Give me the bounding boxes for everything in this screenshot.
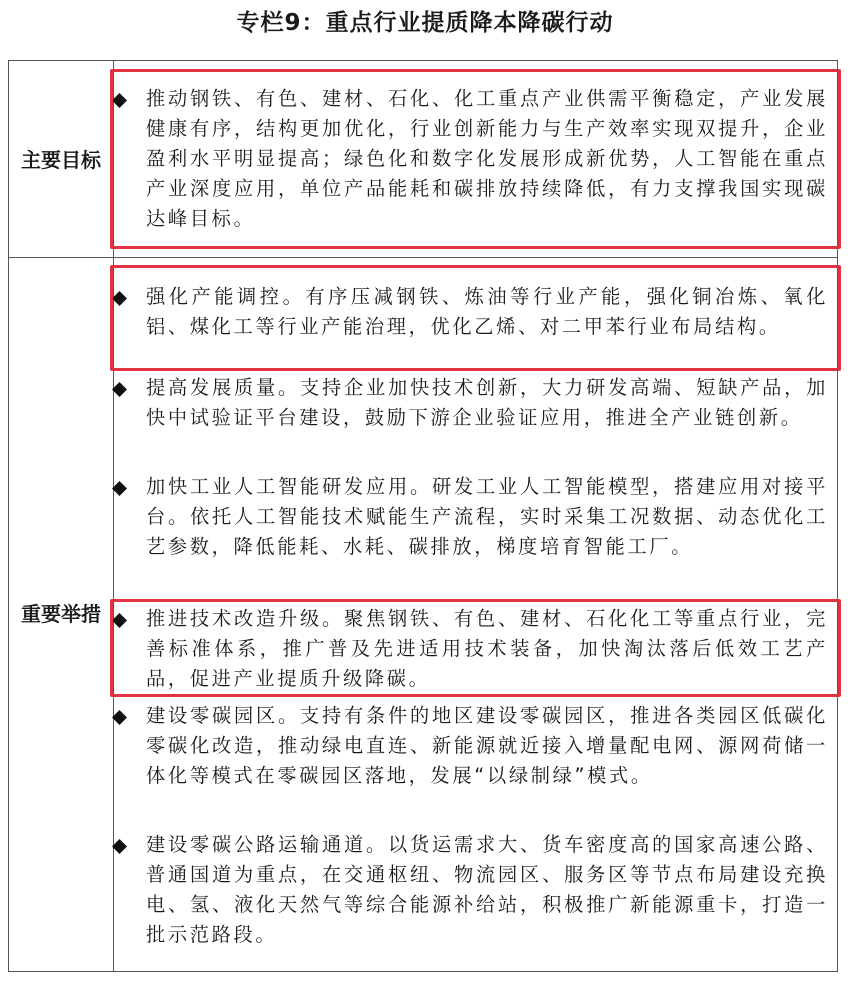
list-item-measure-1	[146, 282, 828, 342]
row-label-measures: 重要举措	[21, 602, 101, 626]
list-item-goal-1	[146, 84, 828, 234]
measure-text: 建设零碳公路运输通道。以货运需求大、货车密度高的国家高速公路、普通国道为重点，在交通枢纽、物流园区、服务区等节点布局建设充换电、氢、液化天然气等综合能源补给站，积极推广新能源重卡，打造一批示范路段。	[146, 833, 828, 946]
measure-text: 强化产能调控。有序压减钢铁、炼油等行业产能，强化铜冶炼、氧化铝、煤化工等行业产能治理，优化乙烯、对二甲苯行业布局结构。	[146, 285, 828, 338]
diamond-bullet-icon	[112, 839, 127, 854]
measure-text: 建设零碳园区。支持有条件的地区建设零碳园区，推进各类园区低碳化零碳化改造，推动绿电直连、新能源就近接入增量配电网、源网荷储一体化等模式在零碳园区落地，发展“以绿制绿”模式。	[146, 704, 828, 787]
page-title: 专栏9：重点行业提质降本降碳行动	[236, 10, 614, 36]
measure-text: 提高发展质量。支持企业加快技术创新，大力研发高端、短缺产品，加快中试验证平台建设，鼓励下游企业验证应用，推进全产业链创新。	[146, 376, 828, 429]
row-divider	[9, 257, 837, 258]
goal-text: 推动钢铁、有色、建材、石化、化工重点产业供需平衡稳定，产业发展健康有序，结构更加优化，行业创新能力与生产效率实现双提升，企业盈利水平明显提高；绿色化和数字化发展形成新优势，人工智能在重点产业深度应用，单位产品能耗和碳排放持续降低，有力支撑我国实现碳达峰目标。	[146, 87, 828, 230]
diamond-bullet-icon	[112, 291, 127, 306]
diamond-bullet-icon	[112, 481, 127, 496]
list-item-measure-4	[146, 604, 828, 694]
list-item-measure-5	[146, 701, 828, 791]
diamond-bullet-icon	[112, 710, 127, 725]
measure-text: 加快工业人工智能研发应用。研发工业人工智能模型，搭建应用对接平台。依托人工智能技术赋能生产流程，实时采集工况数据、动态优化工艺参数，降低能耗、水耗、碳排放，梯度培育智能工厂。	[146, 475, 828, 558]
list-item-measure-6	[146, 830, 828, 950]
list-item-measure-2	[146, 373, 828, 433]
diamond-bullet-icon	[112, 613, 127, 628]
diamond-bullet-icon	[112, 382, 127, 397]
diamond-bullet-icon	[112, 93, 127, 108]
row-label-goals: 主要目标	[21, 148, 101, 172]
measure-text: 推进技术改造升级。聚焦钢铁、有色、建材、石化化工等重点行业，完善标准体系，推广普及先进适用技术装备，加快淘汰落后低效工艺产品，促进产业提质升级降碳。	[146, 607, 828, 690]
column-divider	[113, 61, 114, 971]
list-item-measure-3	[146, 472, 828, 562]
